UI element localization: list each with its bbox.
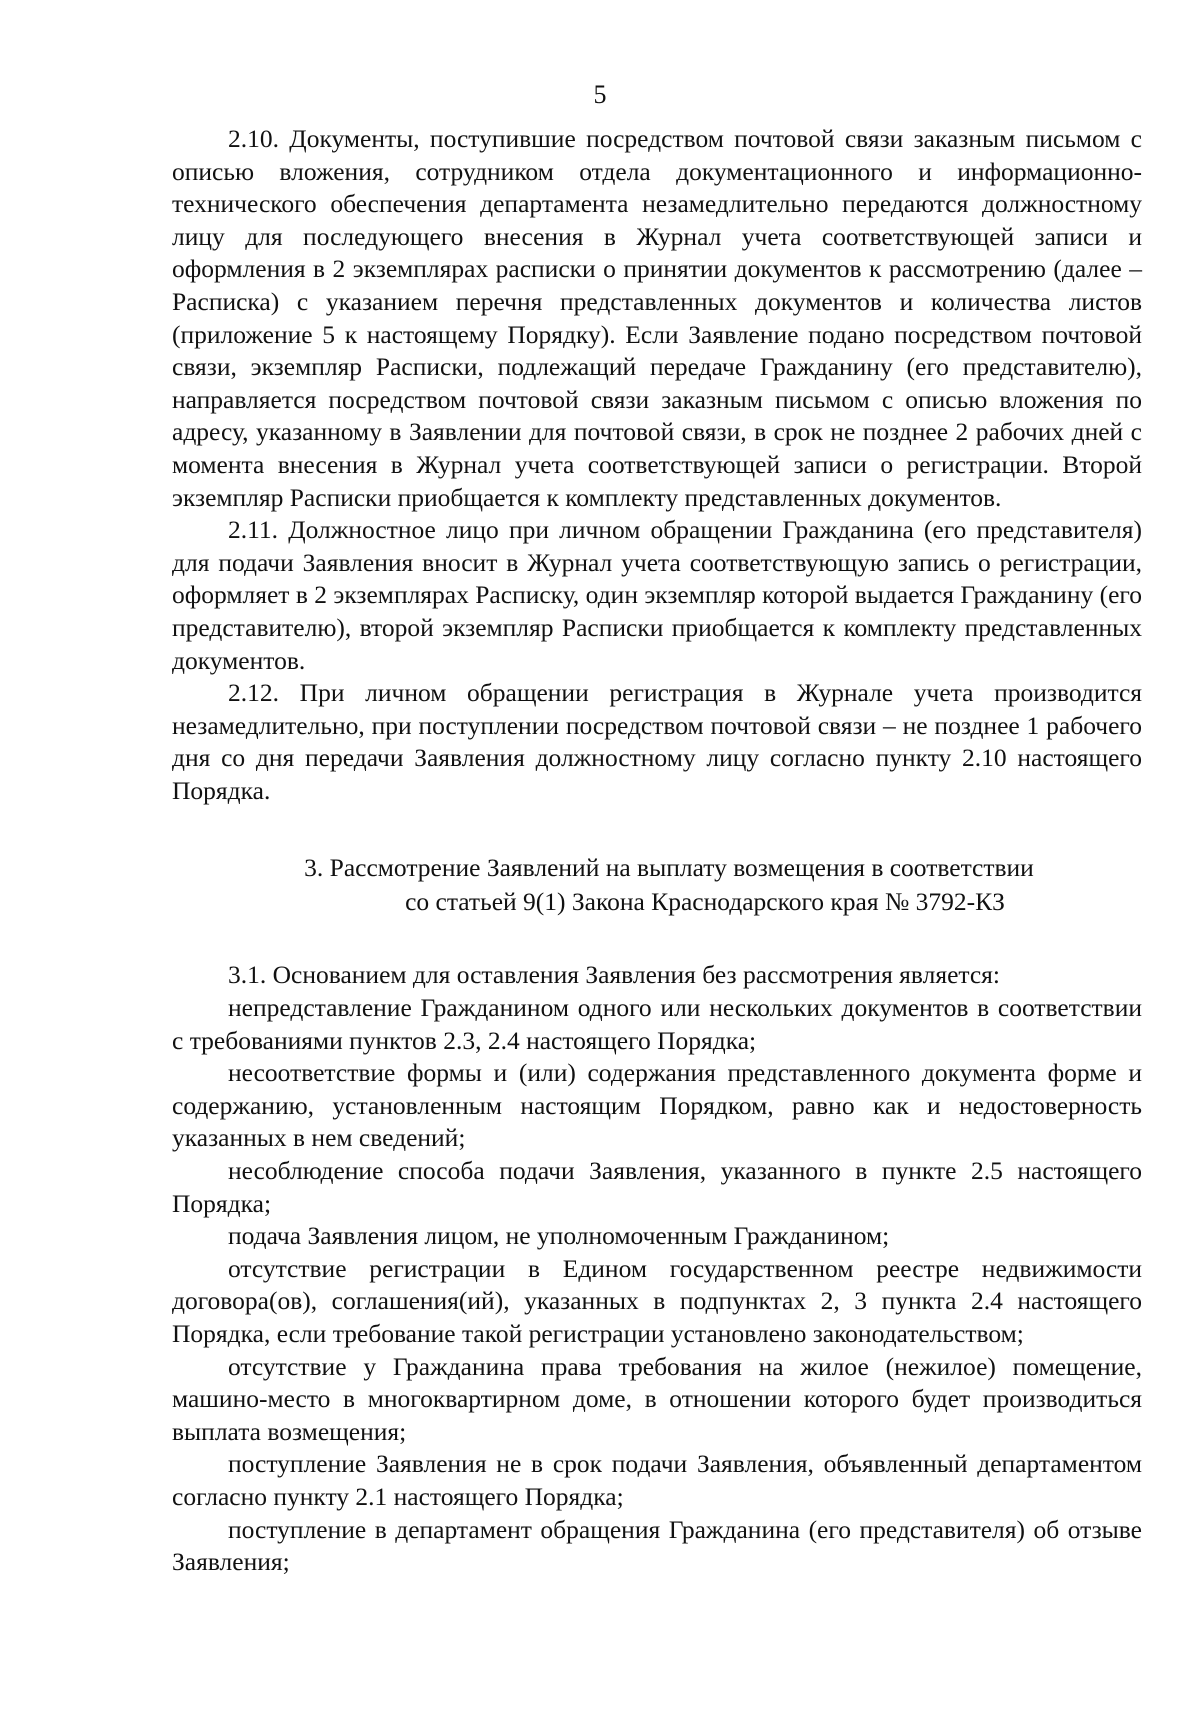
paragraph-3-1: 3.1. Основанием для оставления Заявления без рассмотрения является: [228,960,1000,990]
paragraph-2-10: 2.10. Документы, поступившие посредством почтовой связи заказным письмом с описью вложения, сотрудником отдела документационного и информационно-технического обеспечения департамента незамедлительно передаются должностному лицу для последующего внесения в Журнал учета соответствующей записи и оформления в 2 экземплярах расписки о принятии документов к рассмотрению (далее – Расписка) с указанием перечня представленных документов и количества листов (приложение 5 к настоящему Порядку). Если Заявление подано посредством почтовой связи, экземпляр Расписки, подлежащий передаче Гражданину (его представителю), направляется посредством почтовой связи заказным письмом с описью вложения по адресу, указанному в Заявлении для почтовой связи, в срок не позднее 2 рабочих дней с момента внесения в Журнал учета соответствующей записи о регистрации. Второй экземпляр Расписки приобщается к комплекту представленных документов. [172,124,1142,512]
section-3-heading-line-1: 3. Рассмотрение Заявлений на выплату возмещения в соответствии [304,853,1034,883]
list-item: несоблюдение способа подачи Заявления, указанного в пункте 2.5 настоящего Порядка; [172,1156,1142,1218]
list-item: поступление в департамент обращения Гражданина (его представителя) об отзыве Заявления; [172,1514,1142,1577]
list-item: несоответствие формы и (или) содержания представленного документа форме и содержанию, установленным настоящим Порядком, равно как и недостоверность указанных в нем сведений; [172,1058,1142,1153]
list-item: отсутствие регистрации в Едином государственном реестре недвижимости договора(ов), соглашения(ий), указанных в подпунктах 2, 3 пункта 2.4 настоящего Порядка, если требование такой регистрации установлено законодательством; [172,1253,1142,1348]
list-item: отсутствие у Гражданина права требования на жилое (нежилое) помещение, машино-место в многоквартирном доме, в отношении которого будет производиться выплата возмещения; [172,1351,1142,1446]
page-number: 5 [593,80,607,109]
list-item: поступление Заявления не в срок подачи Заявления, объявленный департаментом согласно пункту 2.1 настоящего Порядка; [172,1449,1142,1511]
section-3-heading [172,851,1142,919]
section-3-heading-line-2: со статьей 9(1) Закона Краснодарского края № 3792-КЗ [405,887,1005,917]
document-body [172,123,1142,1579]
paragraph-2-11: 2.11. Должностное лицо при личном обращении Гражданина (его представителя) для подачи Заявления вносит в Журнал учета соответствующую запись о регистрации, оформляет в 2 экземплярах Расписку, один экземпляр которой выдается Гражданину (его представителю), второй экземпляр Расписки приобщается к комплекту представленных документов. [172,515,1142,675]
list-item: непредставление Гражданином одного или нескольких документов в соответствии с требованиями пунктов 2.3, 2.4 настоящего Порядка; [172,993,1142,1055]
list-item: подача Заявления лицом, не уполномоченным Гражданином; [228,1221,890,1251]
paragraph-2-12: 2.12. При личном обращении регистрация в Журнале учета производится незамедлительно, при поступлении посредством почтовой связи – не позднее 1 рабочего дня со дня передачи Заявления должностному лицу согласно пункту 2.10 настоящего Порядка. [172,678,1142,805]
